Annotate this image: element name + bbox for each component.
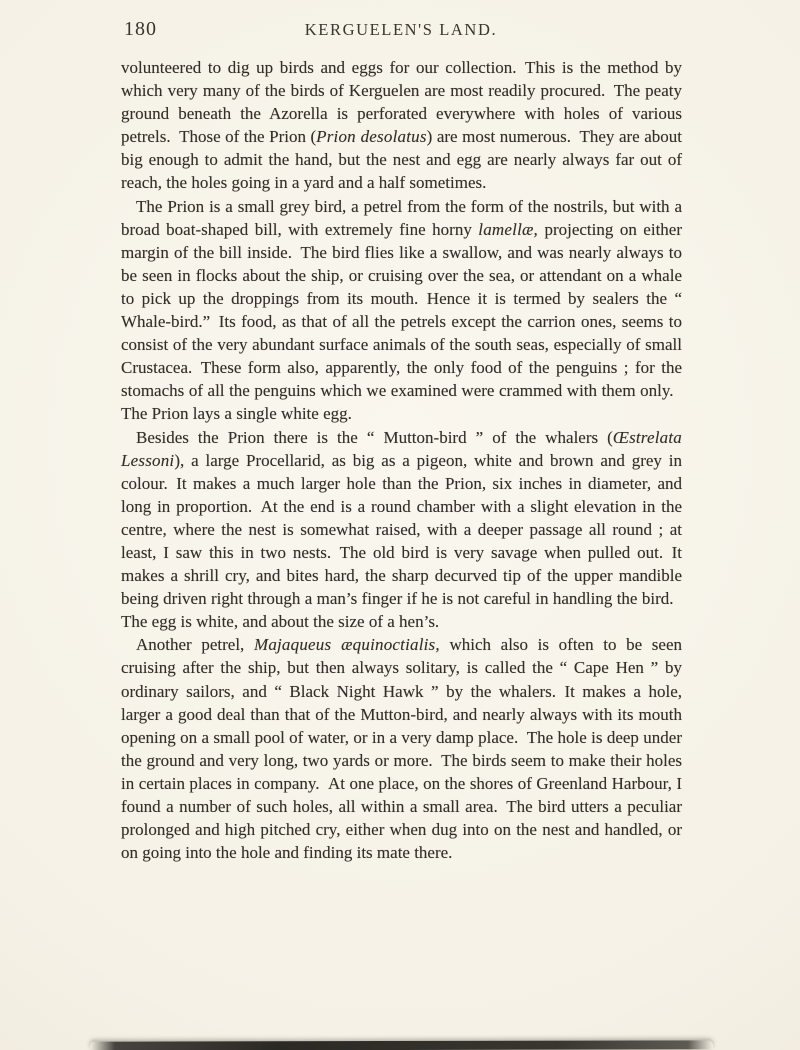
page-header (120, 16, 682, 42)
running-header-title: KERGUELEN'S LAND. (304, 20, 498, 39)
italic-text-run: Majaqueus æquinoctialis, (253, 635, 440, 655)
text-run: Another petrel, (136, 635, 254, 655)
italic-text-run: lamellæ, (478, 219, 538, 239)
paragraph (121, 195, 682, 426)
text-run: Besides the Prion there is the “ Mutton-bird ” of the whalers ( (136, 427, 613, 447)
text-run: volunteered to dig up birds and eggs for our collection. This is the method by which very many of the birds of Kerguelen are most readily procured. The peaty ground beneath the Azorella is perforated everywhere with holes of various petrels. Those of the Prion ( (121, 58, 682, 147)
paragraph (121, 633, 682, 864)
body-text-column (121, 56, 682, 864)
text-run: ) are most numerous. They are about big enough to admit the hand, but the nest and egg are nearly always far out of reach, the holes going in a yard and a half sometimes. (121, 127, 682, 193)
scan-edge-shadow (90, 1040, 713, 1050)
page-number: 180 (124, 18, 157, 40)
italic-text-run: Œstrelata Lessoni (121, 427, 682, 470)
text-run: The Prion is a small grey bird, a petrel from the form of the nostrils, but with a broad boat-shaped bill, with extremely fine horny (121, 196, 682, 239)
text-run: ), a large Procellarid, as big as a pigeon, white and brown and grey in colour. It makes a much larger hole than the Prion, six inches in diameter, and long in proportion. At the end is a round chamber with a slight elevation in the centre, where the nest is somewhat raised, with a deeper passage all round ; at least, I saw this in two nests. The old bird is very savage when pulled out. It makes a shrill cry, and bites hard, the sharp decurved tip of the upper mandible being driven right through a man’s finger if he is not careful in handling the bird. The egg is white, and about the size of a hen’s. (121, 450, 682, 632)
paragraph (121, 426, 682, 634)
paragraph (121, 56, 682, 195)
text-run: projecting on either margin of the bill inside. The bird flies like a swallow, and was nearly always to be seen in flocks about the ship, or cruising over the sea, or attendant on a whale to pick up the droppings from its mouth. Hence it is termed by sealers the “ Whale-bird.” Its food, as that of all the petrels except the carrion ones, seems to consist of the very abundant surface animals of the south seas, especially of small Crustacea. These form also, apparently, the only food of the penguins ; for the stomachs of all the penguins which we examined were crammed with them only. The Prion lays a single white egg. (121, 219, 682, 424)
text-run: which also is often to be seen cruising after the ship, but then always solitary, is called the “ Cape Hen ” by ordinary sailors, and “ Black Night Hawk ” by the whalers. It makes a hole, larger a good deal than that of the Mutton-bird, and nearly always with its mouth opening on a small pool of water, or in a very damp place. The hole is deep under the ground and very long, two yards or more. The birds seem to make their holes in certain places in company. At one place, on the shores of Greenland Harbour, I found a number of such holes, all within a small area. The bird utters a peculiar prolonged and high pitched cry, either when dug into on the nest and handled, or on going into the hole and finding its mate there. (121, 635, 682, 863)
italic-text-run: Prion desolatus (316, 127, 427, 147)
